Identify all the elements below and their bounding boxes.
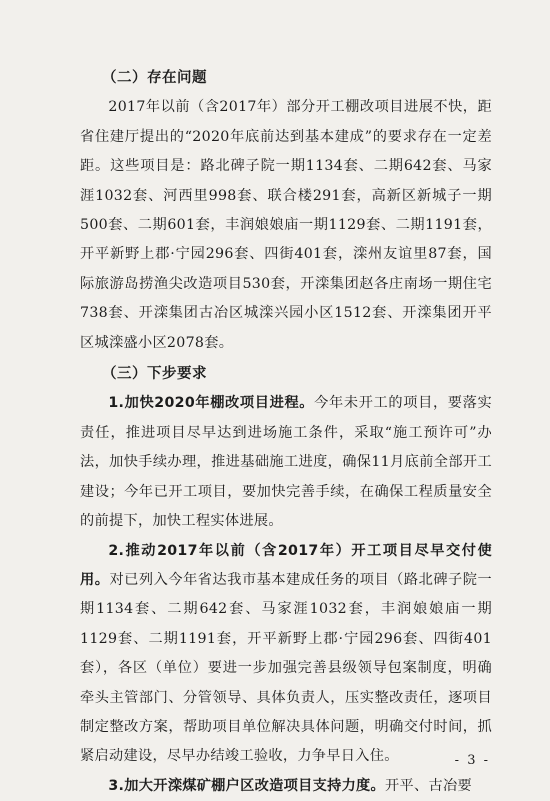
requirement-item-1-text: 今年未开工的项目，要落实责任，推进项目尽早达到进场施工条件，采取“施工预许可”办法，加快手续办理，推进基础施工进度，确保11月底前全部开工建设；今年已开工项目，要加快完善手续，在确保工程质量安全的前提下，加快工程实体进展。 xyxy=(80,395,492,530)
requirement-item-1-title: 1.加快2020年棚改项目进程。 xyxy=(108,395,315,412)
requirement-item-3-text: 开平、古冶要 xyxy=(385,777,472,794)
requirement-item-2-title: 2.推动2017年以前（含2017年）开工项目尽早交付使用。 xyxy=(80,542,492,588)
requirement-item-1 xyxy=(80,389,492,536)
requirement-item-2-text: 对已列入今年省达我市基本建成任务的项目（路北碑子院一期1134套、二期642套、马家涯1032套，丰润娘娘庙一期1129套、二期1191套，开平新野上郡·宁园296套、四街401套），各区（单位）要进一步加强完善县级领导包案制度，明确牵头主管部门、分管领导、具体负责人，压实整改责任，逐项目制定整改方案，帮助项目单位解决具体问题，明确交付时间，抓紧启动建设，尽早办结竣工验收，力争早日入住。 xyxy=(80,571,492,765)
requirement-item-2 xyxy=(80,537,492,772)
problems-paragraph: 2017年以前（含2017年）部分开工棚改项目进展不快，距省住建厅提出的“2020年底前达到基本建成”的要求存在一定差距。这些项目是：路北碑子院一期1134套、二期642套、马家涯1032套、河西里998套、联合楼291套，高新区新城子一期500套、二期601套，丰润娘娘庙一期1129套、二期1191套，开平新野上郡·宁园296套、四街401套，滦州友谊里87套，国际旅游岛捞渔尖改造项目530套，开滦集团赵各庄南场一期住宅738套、开滦集团古冶区城滦兴园小区1512套、开滦集团开平区城滦盛小区2078套。 xyxy=(80,99,492,351)
section-heading-problems: （二）存在问题 xyxy=(102,70,207,86)
section-heading-next-steps: （三）下步要求 xyxy=(102,366,207,383)
requirement-item-3 xyxy=(80,772,492,801)
requirement-item-3-title: 3.加大开滦煤矿棚户区改造项目支持力度。 xyxy=(108,777,386,794)
page-number: - 3 - xyxy=(454,753,490,768)
